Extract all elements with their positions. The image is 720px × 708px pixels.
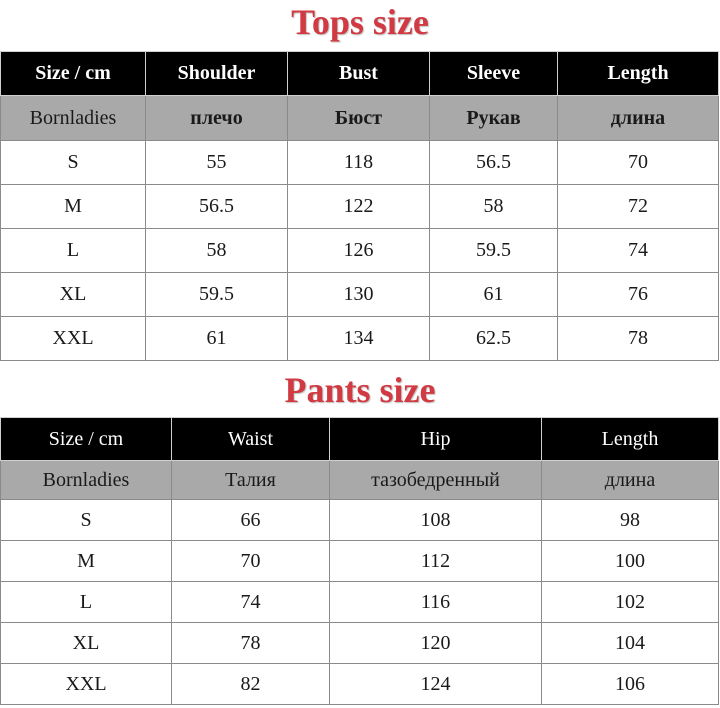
tops-header-size: Size / cm	[1, 52, 146, 96]
size-cell: XL	[1, 623, 172, 664]
size-cell: M	[1, 185, 146, 229]
length-cell: 74	[558, 229, 719, 273]
shoulder-cell: 56.5	[146, 185, 288, 229]
tops-subheader-row	[1, 96, 719, 141]
waist-cell: 70	[172, 541, 330, 582]
size-cell: S	[1, 500, 172, 541]
tops-size-title: Tops size	[291, 2, 429, 42]
sleeve-cell: 62.5	[430, 317, 558, 361]
tops-size-table	[0, 51, 719, 361]
length-cell: 104	[542, 623, 719, 664]
table-row	[1, 623, 719, 664]
length-cell: 98	[542, 500, 719, 541]
pants-header-length: Length	[542, 418, 719, 461]
table-row	[1, 664, 719, 705]
sleeve-cell: 59.5	[430, 229, 558, 273]
shoulder-cell: 61	[146, 317, 288, 361]
table-row	[1, 141, 719, 185]
waist-cell: 74	[172, 582, 330, 623]
size-cell: L	[1, 582, 172, 623]
pants-size-table	[0, 417, 719, 705]
pants-sub-hip: тазобедренный	[330, 461, 542, 500]
sleeve-cell: 61	[430, 273, 558, 317]
pants-sub-waist: Талия	[172, 461, 330, 500]
bust-cell: 134	[288, 317, 430, 361]
sleeve-cell: 58	[430, 185, 558, 229]
size-cell: M	[1, 541, 172, 582]
length-cell: 78	[558, 317, 719, 361]
table-row	[1, 317, 719, 361]
hip-cell: 124	[330, 664, 542, 705]
length-cell: 72	[558, 185, 719, 229]
length-cell: 102	[542, 582, 719, 623]
hip-cell: 112	[330, 541, 542, 582]
size-cell: L	[1, 229, 146, 273]
pants-size-title: Pants size	[284, 370, 436, 410]
tops-sub-sleeve: Рукав	[430, 96, 558, 141]
tops-header-row	[1, 52, 719, 96]
tops-sub-length: длина	[558, 96, 719, 141]
tops-header-bust: Bust	[288, 52, 430, 96]
pants-header-size: Size / cm	[1, 418, 172, 461]
shoulder-cell: 55	[146, 141, 288, 185]
size-cell: XXL	[1, 664, 172, 705]
pants-header-hip: Hip	[330, 418, 542, 461]
table-row	[1, 229, 719, 273]
hip-cell: 116	[330, 582, 542, 623]
length-cell: 76	[558, 273, 719, 317]
tops-brand-label: Bornladies	[1, 96, 146, 141]
tops-header-sleeve: Sleeve	[430, 52, 558, 96]
length-cell: 106	[542, 664, 719, 705]
table-row	[1, 500, 719, 541]
tops-sub-shoulder: плечо	[146, 96, 288, 141]
pants-subheader-row	[1, 461, 719, 500]
bust-cell: 126	[288, 229, 430, 273]
size-cell: XXL	[1, 317, 146, 361]
size-cell: XL	[1, 273, 146, 317]
shoulder-cell: 59.5	[146, 273, 288, 317]
length-cell: 70	[558, 141, 719, 185]
waist-cell: 66	[172, 500, 330, 541]
length-cell: 100	[542, 541, 719, 582]
bust-cell: 130	[288, 273, 430, 317]
table-row	[1, 273, 719, 317]
sleeve-cell: 56.5	[430, 141, 558, 185]
table-row	[1, 582, 719, 623]
size-cell: S	[1, 141, 146, 185]
waist-cell: 82	[172, 664, 330, 705]
pants-sub-length: длина	[542, 461, 719, 500]
bust-cell: 122	[288, 185, 430, 229]
table-row	[1, 541, 719, 582]
waist-cell: 78	[172, 623, 330, 664]
bust-cell: 118	[288, 141, 430, 185]
tops-header-shoulder: Shoulder	[146, 52, 288, 96]
table-row	[1, 185, 719, 229]
hip-cell: 108	[330, 500, 542, 541]
tops-sub-bust: Бюст	[288, 96, 430, 141]
hip-cell: 120	[330, 623, 542, 664]
pants-header-waist: Waist	[172, 418, 330, 461]
pants-brand-label: Bornladies	[1, 461, 172, 500]
shoulder-cell: 58	[146, 229, 288, 273]
pants-header-row	[1, 418, 719, 461]
tops-header-length: Length	[558, 52, 719, 96]
